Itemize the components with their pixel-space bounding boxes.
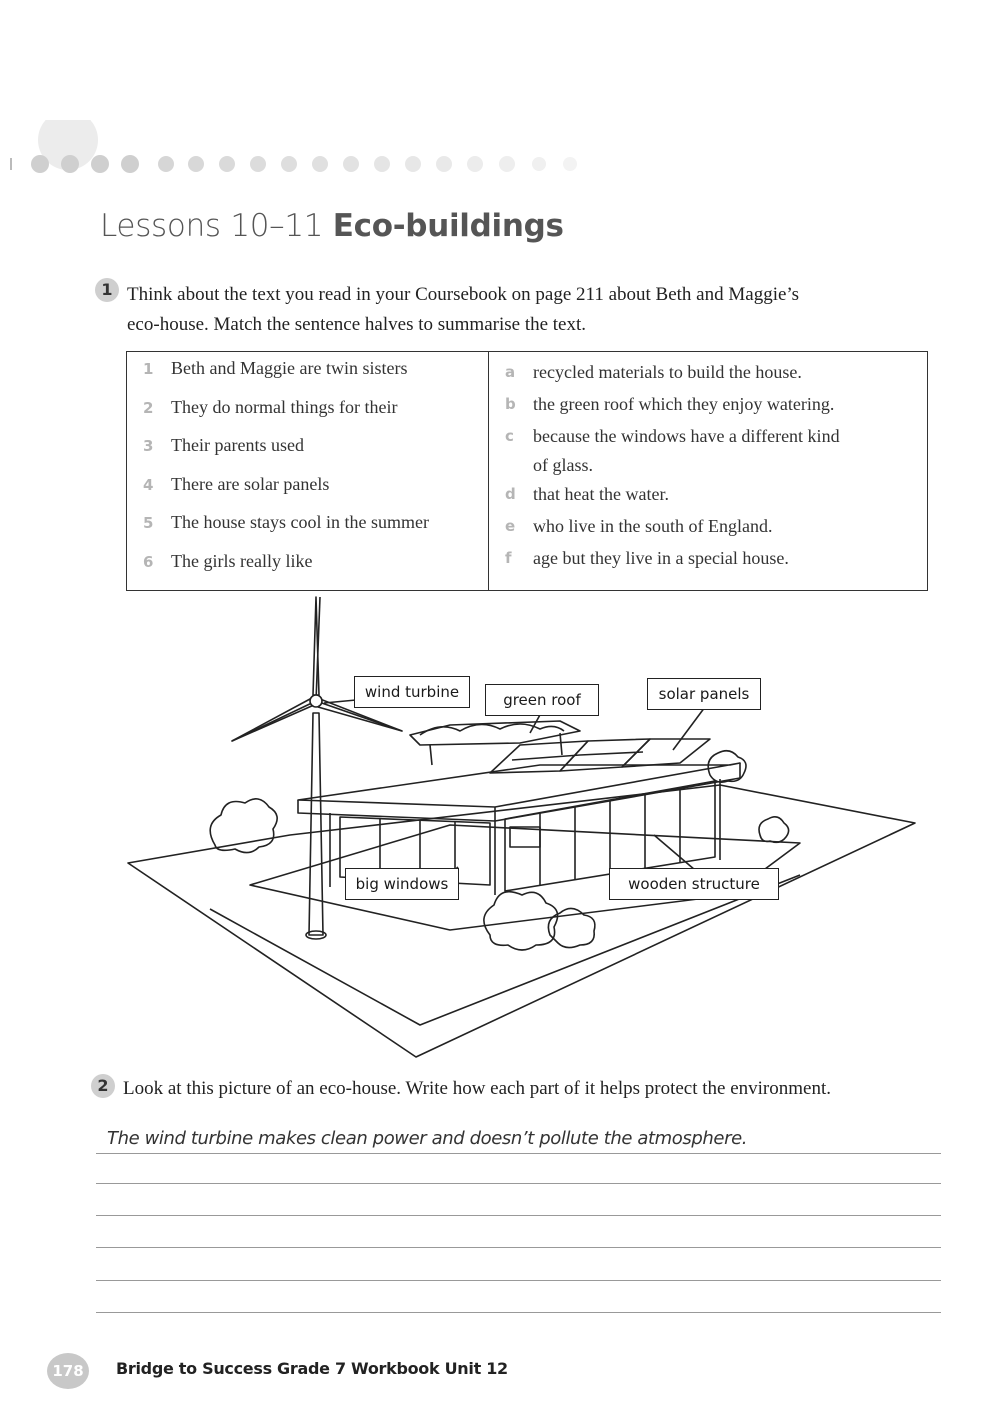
label-wooden-structure: wooden structure bbox=[609, 868, 779, 900]
answer-line[interactable] bbox=[96, 1280, 941, 1281]
lesson-topic: Eco-buildings bbox=[332, 208, 564, 244]
list-item: b the green roof which they enjoy watering. bbox=[505, 394, 835, 414]
list-item: f age but they live in a special house. bbox=[505, 548, 789, 568]
lesson-number: Lessons 10–11 bbox=[100, 208, 324, 244]
list-item: 3 Their parents used bbox=[143, 435, 304, 455]
list-item: c because the windows have a different kind of glass. bbox=[505, 426, 840, 475]
answer-line[interactable] bbox=[96, 1312, 941, 1313]
answer-line[interactable] bbox=[96, 1153, 941, 1154]
sentence-ends-column bbox=[489, 352, 928, 591]
exercise-2-number: 2 bbox=[91, 1074, 115, 1098]
label-green-roof: green roof bbox=[485, 684, 599, 716]
list-item: 2 They do normal things for their bbox=[143, 396, 398, 417]
answer-line[interactable] bbox=[96, 1247, 941, 1248]
sentence-starts-column bbox=[127, 352, 489, 591]
list-item: 6 The girls really like bbox=[143, 550, 313, 571]
example-answer: The wind turbine makes clean power and doesn’t pollute the atmosphere. bbox=[107, 1128, 748, 1149]
exercise-1-number: 1 bbox=[95, 278, 119, 302]
eco-house-illustration bbox=[120, 595, 920, 1065]
instruction-line-2: eco-house. Match the sentence halves to summarise the text. bbox=[127, 314, 587, 335]
answer-line[interactable] bbox=[96, 1183, 941, 1184]
label-big-windows: big windows bbox=[345, 868, 459, 900]
matching-table bbox=[126, 351, 928, 591]
list-item: a recycled materials to build the house. bbox=[505, 362, 802, 382]
list-item: 4 There are solar panels bbox=[143, 473, 330, 494]
answer-line[interactable] bbox=[96, 1215, 941, 1216]
instruction-line-1: Think about the text you read in your Coursebook on page 211 about Beth and Maggie’s bbox=[127, 284, 800, 305]
exercise-1-instruction bbox=[127, 280, 947, 340]
list-item: d that heat the water. bbox=[505, 484, 669, 504]
exercise-2-instruction: Look at this picture of an eco-house. Write how each part of it helps protect the environment. bbox=[123, 1078, 831, 1099]
label-wind-turbine: wind turbine bbox=[354, 676, 470, 708]
list-item: 5 The house stays cool in the summer bbox=[143, 512, 429, 532]
page-title bbox=[100, 208, 564, 244]
list-item: 1 Beth and Maggie are twin sisters bbox=[143, 358, 408, 378]
list-item: e who live in the south of England. bbox=[505, 516, 773, 536]
decorative-dots-band bbox=[0, 120, 600, 210]
page-number: 178 bbox=[47, 1353, 89, 1389]
footer-title: Bridge to Success Grade 7 Workbook Unit 12 bbox=[116, 1359, 508, 1378]
label-solar-panels: solar panels bbox=[647, 678, 761, 710]
